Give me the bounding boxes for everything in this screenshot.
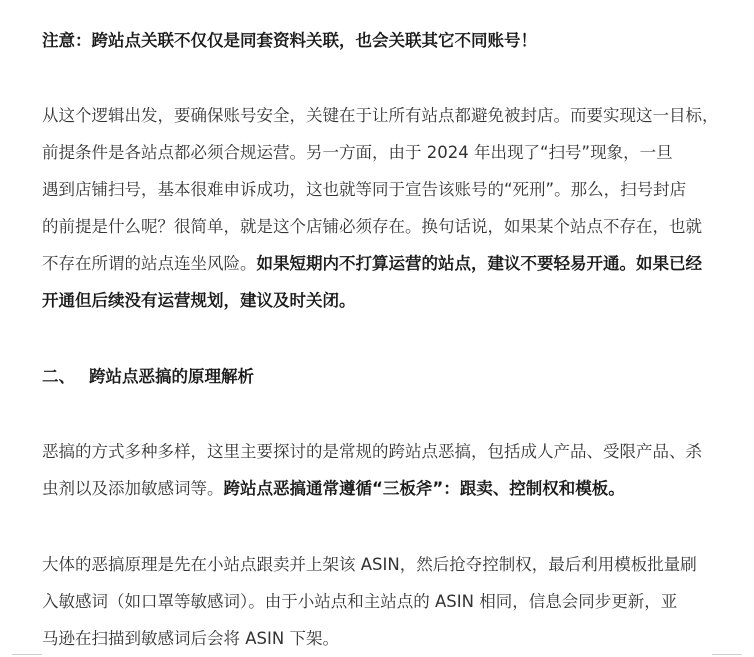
paragraph-line: 的前提是什么呢？很简单，就是这个店铺必须存在。换句话说，如果某个站点不存在，也就: [42, 217, 702, 236]
paragraph-text: 虫剂以及添加敏感词等。: [42, 479, 224, 498]
paragraph-emphasis: 跨站点恶搞通常遵循“三板斧”：跟卖、控制权和模板。: [223, 479, 625, 498]
paragraph-emphasis: 如果短期内不打算运营的站点，建议不要轻易开通。如果已经: [256, 254, 702, 273]
paragraph-line: 大体的恶搞原理是先在小站点跟卖并上架该 ASIN，然后抢夺控制权，最后利用模板批量刷: [42, 555, 697, 574]
section-number: 二、: [42, 367, 75, 386]
paragraph-line: 恶搞的方式多种多样，这里主要探讨的是常规的跨站点恶搞，包括成人产品、受限产品、杀: [42, 442, 702, 461]
paragraph-line: 马逊在扫描到敏感词后会将 ASIN 下架。: [42, 629, 339, 648]
crop-mark-left: [12, 654, 42, 655]
section-heading: [42, 358, 714, 395]
paragraph-line: 前提条件是各站点都必须合规运营。另一方面，由于 2024 年出现了“扫号”现象，一旦: [42, 143, 673, 162]
paragraph-text: 不存在所谓的站点连坐风险。: [42, 254, 257, 273]
paragraph-line-mixed: [42, 470, 714, 507]
paragraph-line: 从这个逻辑出发，要确保账号安全，关键在于让所有站点都避免被封店。而要实现这一目标，: [42, 106, 719, 125]
section-title: 跨站点恶搞的原理解析: [89, 367, 254, 386]
paragraph-line: 入敏感词（如口罩等敏感词）。由于小站点和主站点的 ASIN 相同，信息会同步更新，亚: [42, 592, 678, 611]
paragraph-account-safety: [42, 97, 719, 319]
paragraph-prank-principle: [42, 546, 714, 657]
crop-mark-right: [712, 654, 742, 655]
paragraph-emphasis-line: 开通但后续没有运营规划，建议及时关闭。: [42, 291, 356, 310]
warning-note: [42, 22, 714, 59]
paragraph-prank-methods: [42, 433, 714, 507]
warning-note-text: 注意：跨站点关联不仅仅是同套资料关联，也会关联其它不同账号！: [42, 31, 537, 50]
paragraph-line: 遇到店铺扫号，基本很难申诉成功，这也就等同于宣告该账号的“死刑”。那么，扫号封店: [42, 180, 687, 199]
paragraph-line-mixed: [42, 245, 714, 282]
